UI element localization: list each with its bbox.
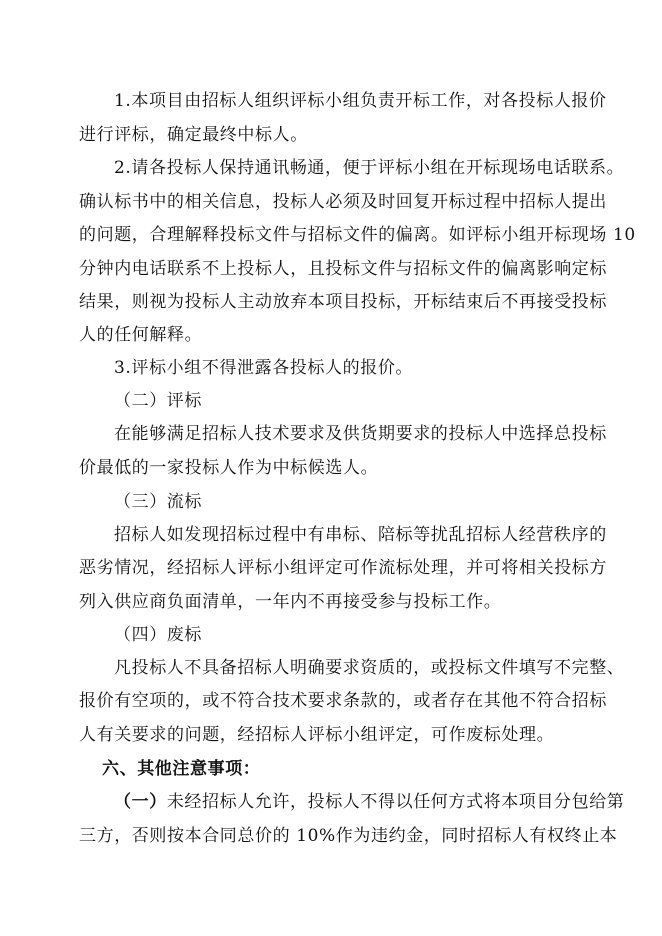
- paragraph-line: [114, 791, 625, 813]
- item-text: 未经招标人允许，投标人不得以任何方式将本项目分包给第: [166, 792, 625, 812]
- paragraph-line: 人有关要求的问题，经招标人评标小组评定，可作废标处理。: [79, 725, 555, 745]
- section-heading: （四）废标: [114, 625, 202, 645]
- paragraph-line: 恶劣情况，经招标人评标小组评定可作流标处理，并可将相关投标方: [79, 558, 607, 578]
- paragraph-line: 确认标书中的相关信息，投标人必须及时回复开标过程中招标人提出: [79, 192, 607, 212]
- paragraph-line: 1.本项目由招标人组织评标小组负责开标工作，对各投标人报价: [114, 91, 607, 111]
- paragraph-line: 三方，否则按本合同总价的 10%作为违约金，同时招标人有权终止本: [79, 826, 618, 846]
- paragraph-line: 报价有空项的，或不符合技术要求条款的，或者存在其他不符合招标: [79, 691, 607, 711]
- paragraph-line: 招标人如发现招标过程中有串标、陪标等扰乱招标人经营秩序的: [114, 525, 607, 545]
- paragraph-line: 价最低的一家投标人作为中标候选人。: [79, 458, 379, 478]
- paragraph-line: 列入供应商负面清单，一年内不再接受参与投标工作。: [79, 592, 502, 612]
- paragraph-line: 进行评标，确定最终中标人。: [79, 125, 308, 145]
- section-heading: （二）评标: [114, 391, 202, 411]
- section-heading: （三）流标: [114, 492, 202, 512]
- paragraph-line: 分钟内电话联系不上投标人，且投标文件与招标文件的偏离影响定标: [79, 259, 607, 279]
- paragraph-line: 人的任何解释。: [79, 325, 203, 345]
- paragraph-line: 在能够满足招标人技术要求及供货期要求的投标人中选择总投标: [114, 424, 607, 444]
- item-number: （一）: [114, 792, 167, 812]
- paragraph-line: 结果，则视为投标人主动放弃本项目投标，开标结束后不再接受投标: [79, 292, 607, 312]
- paragraph-line: 凡投标人不具备招标人明确要求资质的，或投标文件填写不完整、: [114, 658, 625, 678]
- paragraph-line: 2.请各投标人保持通讯畅通，便于评标小组在开标现场电话联系。: [114, 158, 625, 178]
- paragraph-line: 的问题，合理解释投标文件与招标文件的偏离。如评标小组开标现场 10: [79, 225, 636, 245]
- chapter-heading: 六、其他注意事项：: [102, 759, 261, 779]
- paragraph-line: 3.评标小组不得泄露各投标人的报价。: [114, 358, 414, 378]
